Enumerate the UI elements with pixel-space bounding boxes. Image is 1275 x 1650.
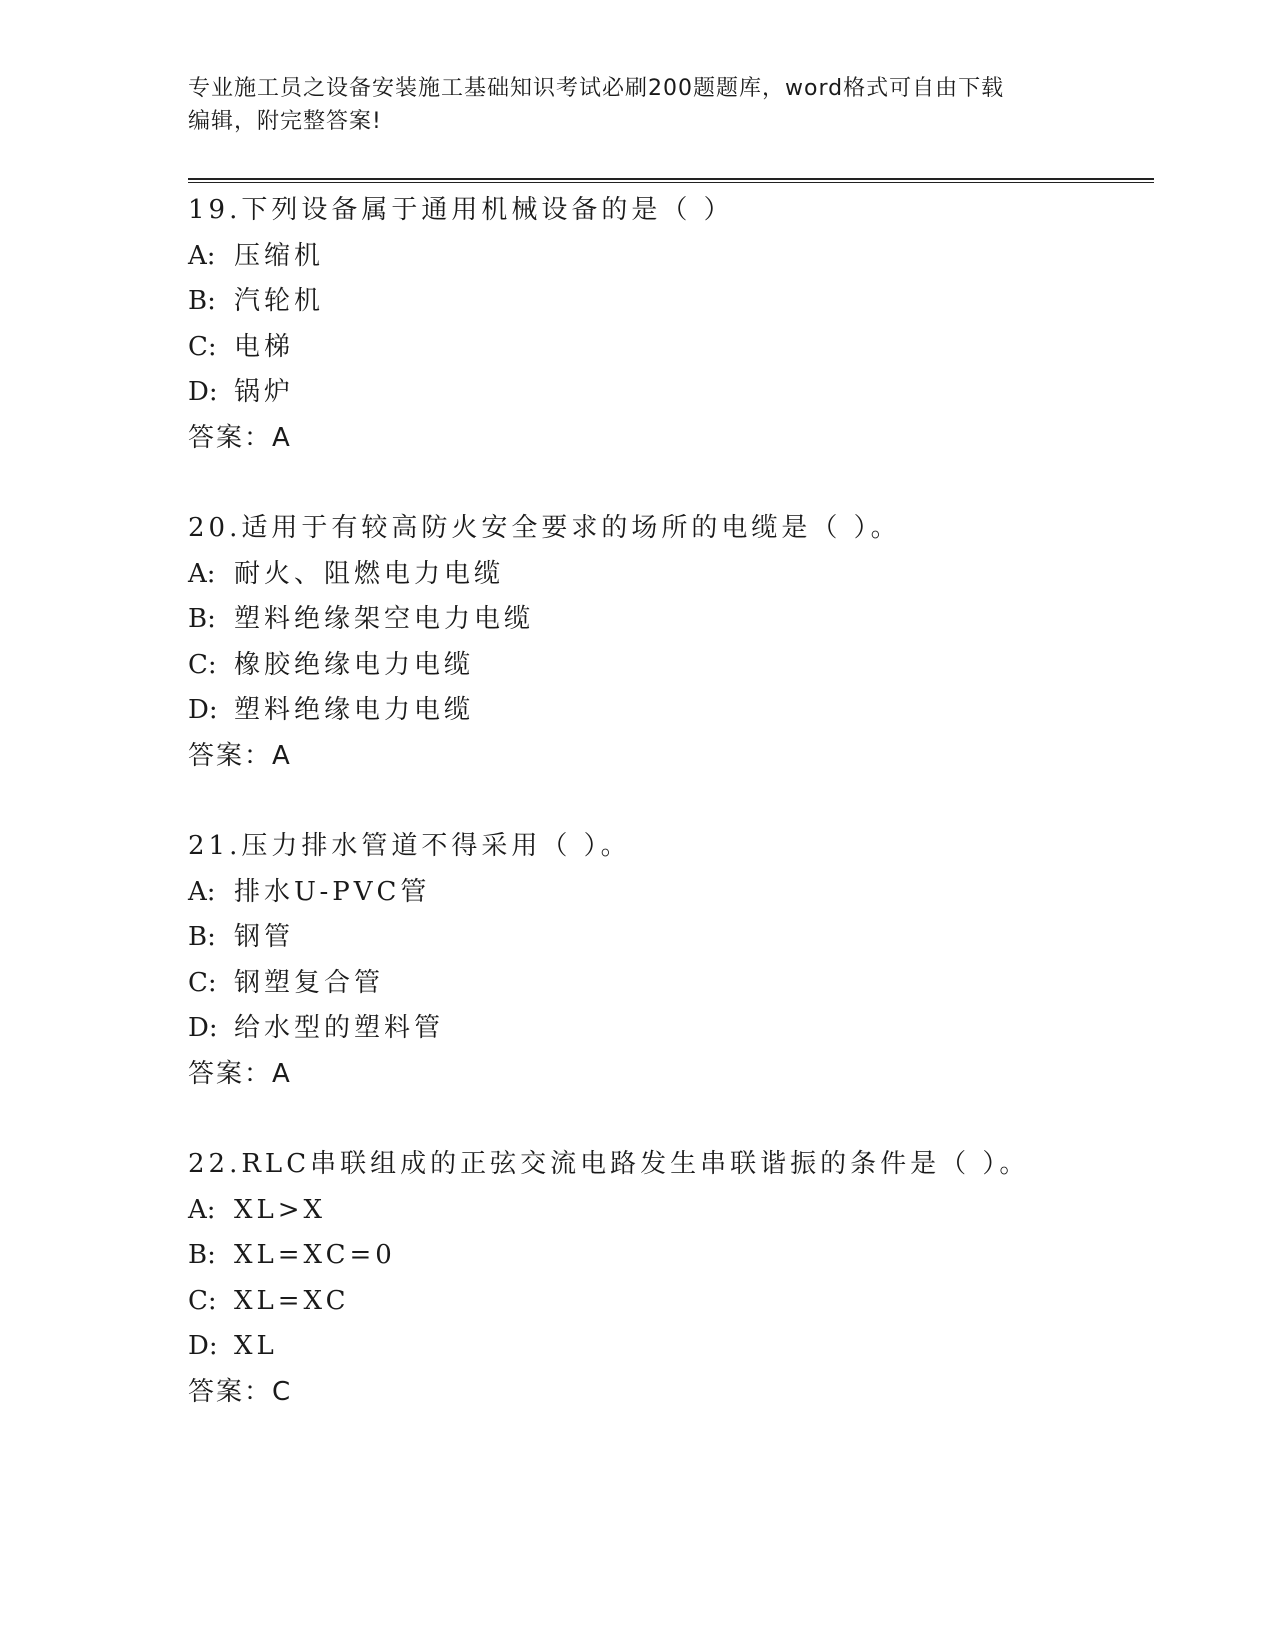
- question-stem: 22.RLC串联组成的正弦交流电路发生串联谐振的条件是（ ）。: [188, 1149, 1030, 1179]
- option-letter: C:: [188, 331, 217, 362]
- option-letter: A:: [188, 876, 216, 907]
- option-text: XL=XC=0: [234, 1240, 396, 1270]
- option-b: [188, 279, 1154, 325]
- header-line-1: 专业施工员之设备安装施工基础知识考试必刷200题题库，word格式可自由下载: [188, 76, 1005, 101]
- question-20: [188, 506, 1154, 779]
- answer-line: 答案：A: [188, 1058, 292, 1089]
- option-text: XL: [234, 1331, 278, 1361]
- question-22: [188, 1142, 1154, 1415]
- option-letter: A:: [188, 558, 216, 589]
- option-d: [188, 1006, 1154, 1052]
- option-a: [188, 552, 1154, 598]
- answer-line: 答案：C: [188, 1376, 293, 1407]
- option-letter: D:: [188, 1331, 218, 1361]
- option-letter: D:: [188, 377, 218, 407]
- option-letter: C:: [188, 967, 217, 998]
- option-letter: C:: [188, 1285, 217, 1316]
- option-text: 给水型的塑料管: [234, 1013, 445, 1043]
- option-letter: A:: [188, 240, 216, 271]
- option-text: 塑料绝缘架空电力电缆: [234, 604, 535, 634]
- option-text: XL=XC: [234, 1285, 350, 1316]
- option-c: [188, 643, 1154, 689]
- option-text: 塑料绝缘电力电缆: [234, 695, 475, 725]
- option-letter: A:: [188, 1194, 216, 1225]
- document-header: [188, 72, 1068, 138]
- option-c: [188, 325, 1154, 371]
- option-b: [188, 915, 1154, 961]
- option-text: 橡胶绝缘电力电缆: [234, 649, 475, 680]
- option-text: 压缩机: [234, 240, 325, 271]
- option-text: 耐火、阻燃电力电缆: [234, 558, 505, 589]
- question-21: [188, 824, 1154, 1097]
- option-text: XL>X: [234, 1194, 327, 1225]
- option-letter: B:: [188, 604, 216, 634]
- option-b: [188, 597, 1154, 643]
- option-text: 钢管: [234, 922, 295, 952]
- question-stem: 20.适用于有较高防火安全要求的场所的电缆是（ ）。: [188, 513, 901, 543]
- option-letter: D:: [188, 695, 218, 725]
- option-letter: D:: [188, 1013, 218, 1043]
- header-line-2: 编辑，附完整答案!: [188, 109, 382, 134]
- question-stem: 21.压力排水管道不得采用（ ）。: [188, 831, 631, 861]
- option-a: [188, 234, 1154, 280]
- option-letter: B:: [188, 1240, 216, 1270]
- option-a: [188, 1188, 1154, 1234]
- answer-line: 答案：A: [188, 740, 292, 771]
- option-text: 钢塑复合管: [234, 967, 385, 998]
- option-d: [188, 370, 1154, 416]
- question-list: [188, 188, 1154, 1460]
- option-letter: B:: [188, 286, 216, 316]
- option-c: [188, 1279, 1154, 1325]
- option-d: [188, 688, 1154, 734]
- question-stem: 19.下列设备属于通用机械设备的是（ ）: [188, 195, 734, 225]
- option-text: 汽轮机: [234, 286, 325, 316]
- option-letter: B:: [188, 922, 216, 952]
- option-letter: C:: [188, 649, 217, 680]
- option-text: 排水U-PVC管: [234, 876, 431, 907]
- option-d: [188, 1324, 1154, 1370]
- option-c: [188, 961, 1154, 1007]
- option-a: [188, 870, 1154, 916]
- question-19: [188, 188, 1154, 461]
- option-text: 锅炉: [234, 377, 295, 407]
- answer-line: 答案：A: [188, 422, 292, 453]
- option-b: [188, 1233, 1154, 1279]
- option-text: 电梯: [234, 331, 295, 362]
- header-divider: [188, 178, 1154, 183]
